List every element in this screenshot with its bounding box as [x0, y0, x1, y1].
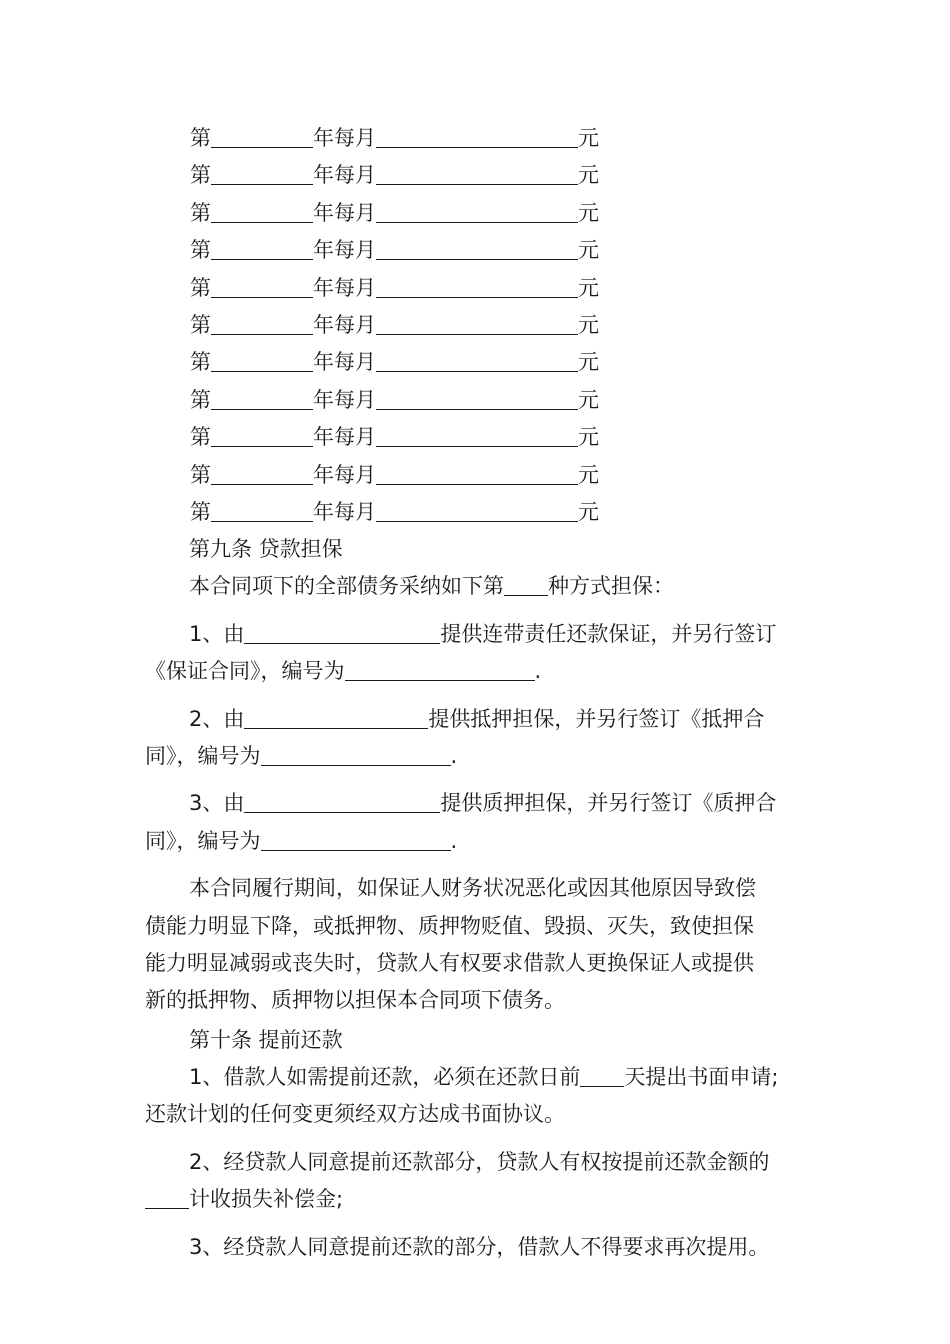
amount-blank[interactable] — [376, 349, 578, 372]
year-blank[interactable] — [211, 387, 313, 410]
year-blank[interactable] — [211, 424, 313, 447]
amount-blank[interactable] — [376, 462, 578, 485]
pledge-contract-number-blank[interactable] — [261, 828, 451, 851]
article9-item3-cont: 同》，编号为 . — [145, 828, 458, 853]
amount-blank[interactable] — [376, 162, 578, 185]
year-blank[interactable] — [211, 125, 313, 148]
schedule-row: 第 年每月 元 — [190, 387, 599, 412]
schedule-row: 第 年每月 元 — [190, 126, 599, 150]
pledgor-blank[interactable] — [244, 790, 440, 813]
article9-title: 第九条 贷款担保 — [189, 537, 343, 561]
article9-item2: 2、由 提供抵押担保，并另行签订《抵押合 — [189, 706, 765, 731]
notice-days-blank[interactable] — [580, 1064, 624, 1087]
year-blank[interactable] — [211, 162, 313, 185]
year-blank[interactable] — [211, 499, 313, 522]
year-blank[interactable] — [211, 237, 313, 260]
amount-blank[interactable] — [376, 200, 578, 223]
contract-body — [145, 531, 817, 1266]
year-blank[interactable] — [211, 349, 313, 372]
schedule-row: 第 年每月 元 — [190, 275, 599, 300]
year-blank[interactable] — [211, 200, 313, 223]
schedule-row: 第 年每月 元 — [190, 163, 599, 188]
year-blank[interactable] — [211, 462, 313, 485]
article9-para-line: 能力明显减弱或丧失时，贷款人有权要求借款人更换保证人或提供 — [145, 950, 754, 975]
compensation-rate-blank[interactable] — [145, 1186, 189, 1209]
article10-item2-cont: 计收损失补偿金; — [145, 1181, 817, 1218]
article9-intro: 本合同项下的全部债务采纳如下第 种方式担保： — [189, 574, 674, 599]
article10-item1-cont: 还款计划的任何变更须经双方达成书面协议。 — [145, 1102, 565, 1127]
schedule-row: 第 年每月 元 — [190, 425, 599, 450]
guarantee-contract-number-blank[interactable] — [345, 658, 535, 681]
article10-title: 第十条 提前还款 — [189, 1027, 343, 1052]
schedule-row: 第 年每月 元 — [190, 462, 599, 487]
mortgagor-blank[interactable] — [244, 706, 428, 729]
amount-blank[interactable] — [376, 424, 578, 447]
year-blank[interactable] — [211, 312, 313, 335]
article9-para-line: 本合同履行期间，如保证人财务状况恶化或因其他原因导致偿 — [189, 876, 756, 901]
amount-blank[interactable] — [376, 237, 578, 260]
article10-item1: 1、借款人如需提前还款，必须在还款日前 天提出书面申请; — [189, 1065, 779, 1090]
amount-blank[interactable] — [376, 275, 578, 298]
article10-item2: 2、经贷款人同意提前还款部分，贷款人有权按提前还款金额的 — [189, 1149, 770, 1174]
schedule-row: 第 年每月 元 — [190, 238, 599, 263]
schedule-row: 第 年每月 元 — [190, 200, 599, 225]
guarantor-blank[interactable] — [244, 621, 440, 644]
amount-blank[interactable] — [376, 499, 578, 522]
article9-item1-cont: 《保证合同》，编号为 . — [145, 659, 542, 684]
article9-item3: 3、由 提供质押担保，并另行签订《质押合 — [189, 791, 777, 816]
article10-item3: 3、经贷款人同意提前还款的部分，借款人不得要求再次提用。 — [189, 1234, 770, 1259]
repayment-schedule — [190, 120, 599, 531]
amount-blank[interactable] — [376, 312, 578, 335]
guarantee-type-blank[interactable] — [504, 573, 548, 596]
amount-blank[interactable] — [376, 125, 578, 148]
schedule-row: 第 年每月 元 — [190, 350, 599, 375]
article9-item1: 1、由 提供连带责任还款保证，并另行签订 — [189, 621, 777, 646]
amount-blank[interactable] — [376, 387, 578, 410]
article9-para-line: 债能力明显下降，或抵押物、质押物贬值、毁损、灭失，致使担保 — [145, 913, 754, 938]
article9-para-line: 新的抵押物、质押物以担保本合同项下债务。 — [145, 988, 565, 1013]
article9-item2-cont: 同》，编号为 . — [145, 743, 458, 768]
schedule-row: 第 年每月 元 — [190, 499, 599, 524]
schedule-row: 第 年每月 元 — [190, 312, 599, 337]
year-blank[interactable] — [211, 275, 313, 298]
mortgage-contract-number-blank[interactable] — [261, 743, 451, 766]
